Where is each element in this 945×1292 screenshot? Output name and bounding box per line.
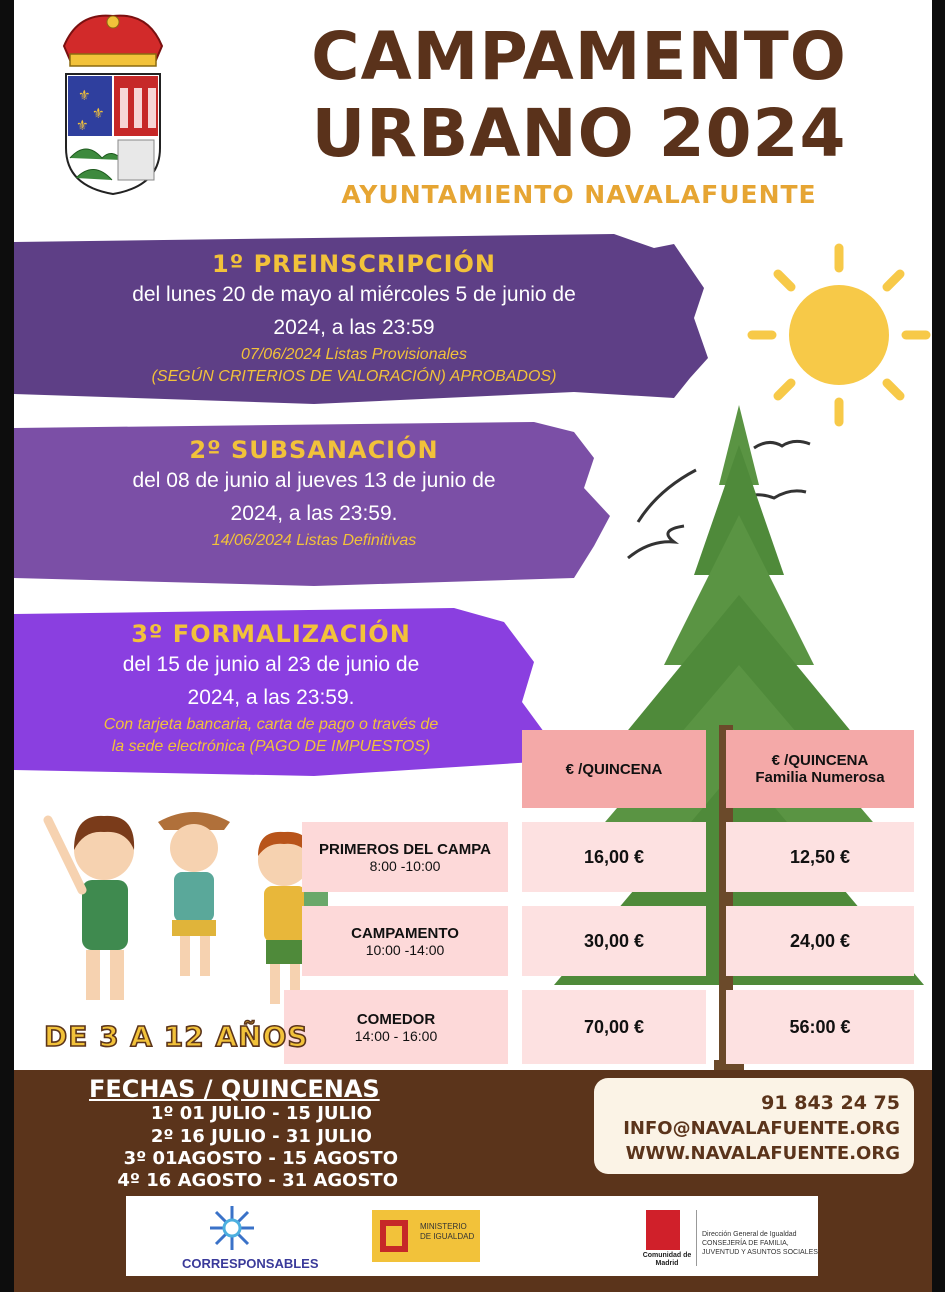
phase-2-note1: 14/06/2024 Listas Definitivas xyxy=(211,532,417,549)
phase-1-line2: 2024, a las 23:59 xyxy=(273,316,435,339)
logo-divider xyxy=(696,1210,697,1266)
phase-1-text xyxy=(34,250,674,388)
sponsor-logos xyxy=(126,1196,818,1276)
price-cell xyxy=(522,822,706,892)
row-time: 8:00 -10:00 xyxy=(369,857,441,874)
ministerio-label: MINISTERIO DE IGUALDAD xyxy=(420,1222,475,1241)
coat-of-arms-logo xyxy=(56,8,171,198)
svg-text:⚜: ⚜ xyxy=(76,117,89,133)
madrid-dept-line3: JUVENTUD Y ASUNTOS SOCIALES xyxy=(702,1249,818,1256)
svg-text:⚜: ⚜ xyxy=(92,105,105,121)
svg-text:⚜: ⚜ xyxy=(78,87,91,103)
price-family-value: 24,00 € xyxy=(789,930,851,951)
madrid-dept-line2: CONSEJERÍA DE FAMILIA, xyxy=(702,1240,789,1247)
madrid-flag-icon xyxy=(646,1210,680,1250)
sun-icon xyxy=(744,240,932,430)
phase-3-text xyxy=(28,620,514,758)
corresponsables-logo-icon xyxy=(202,1200,262,1256)
phase-3-line2: 2024, a las 23:59. xyxy=(187,686,355,709)
title-line-2: URBANO 2024 xyxy=(311,95,847,172)
phase-2-text xyxy=(34,436,594,552)
date-item: 2º 16 JULIO - 31 JULIO xyxy=(150,1126,372,1147)
phase-3-note2: la sede electrónica (PAGO DE IMPUESTOS) xyxy=(111,738,431,755)
row-name: CAMPAMENTO xyxy=(351,924,459,942)
madrid-department xyxy=(702,1230,822,1257)
phase-1-line1: del lunes 20 de mayo al miércoles 5 de junio de xyxy=(132,283,576,306)
price-header-familia xyxy=(726,730,914,808)
row-time: 14:00 - 16:00 xyxy=(354,1027,438,1044)
age-range-label: DE 3 A 12 AÑOS xyxy=(44,1020,309,1053)
price-cell xyxy=(522,906,706,976)
price-family-cell xyxy=(726,990,914,1064)
table-row-label xyxy=(284,990,508,1064)
price-family-cell xyxy=(726,906,914,976)
price-value: 30,00 € xyxy=(583,930,645,951)
price-value: 70,00 € xyxy=(583,1016,645,1037)
madrid-dept-line1: Dirección General de Igualdad xyxy=(702,1231,797,1238)
ministerio-logo xyxy=(372,1210,480,1262)
dates-title: FECHAS / QUINCENAS xyxy=(89,1075,380,1103)
table-row-label xyxy=(302,822,508,892)
subtitle: AYUNTAMIENTO NAVALAFUENTE xyxy=(341,180,817,209)
phase-2-heading: 2º SUBSANACIÓN xyxy=(189,436,439,464)
phase-3-note1: Con tarjeta bancaria, carta de pago o través de xyxy=(103,716,439,733)
phase-2-line2: 2024, a las 23:59. xyxy=(230,502,398,525)
poster xyxy=(14,0,932,1292)
table-row-label xyxy=(302,906,508,976)
date-item: 4º 16 AGOSTO - 31 AGOSTO xyxy=(117,1170,398,1191)
price-family-value: 12,50 € xyxy=(789,846,851,867)
row-name: PRIMEROS DEL CAMPA xyxy=(319,840,491,858)
madrid-label: Comunidad de Madrid xyxy=(642,1252,692,1267)
date-item: 1º 01 JULIO - 15 JULIO xyxy=(150,1103,372,1124)
spain-crest-icon xyxy=(372,1210,416,1262)
phase-3-line1: del 15 de junio al 23 de junio de xyxy=(122,653,420,676)
phase-1-note2: (SEGÚN CRITERIOS DE VALORACIÓN) APROBADOS) xyxy=(151,368,557,385)
corresponsables-label: CORRESPONSABLES xyxy=(182,1256,319,1271)
title-line-1: CAMPAMENTO xyxy=(311,18,847,95)
contact-box xyxy=(594,1078,914,1174)
price-header-quincena xyxy=(522,730,706,808)
row-name: COMEDOR xyxy=(356,1010,436,1028)
phase-1-note1: 07/06/2024 Listas Provisionales xyxy=(241,346,467,363)
contact-phone[interactable]: 91 843 24 75 xyxy=(761,1092,900,1114)
phase-2-line1: del 08 de junio al jueves 13 de junio de xyxy=(132,469,496,492)
price-family-cell xyxy=(726,822,914,892)
row-time: 10:00 -14:00 xyxy=(365,941,445,958)
phase-3-heading: 3º FORMALIZACIÓN xyxy=(131,620,411,648)
date-item: 3º 01AGOSTO - 15 AGOSTO xyxy=(123,1148,398,1169)
price-value: 16,00 € xyxy=(583,846,645,867)
price-cell xyxy=(522,990,706,1064)
contact-website[interactable]: WWW.NAVALAFUENTE.ORG xyxy=(625,1143,900,1164)
phase-1-heading: 1º PREINSCRIPCIÓN xyxy=(212,250,496,278)
price-header-quincena-label: € /QUINCENA xyxy=(565,760,663,778)
price-family-value: 56:00 € xyxy=(789,1016,851,1037)
price-header-familia-line1: € /QUINCENA xyxy=(771,752,869,769)
price-header-familia-line2: Familia Numerosa xyxy=(755,769,885,786)
contact-email[interactable]: INFO@NAVALAFUENTE.ORG xyxy=(623,1118,900,1139)
